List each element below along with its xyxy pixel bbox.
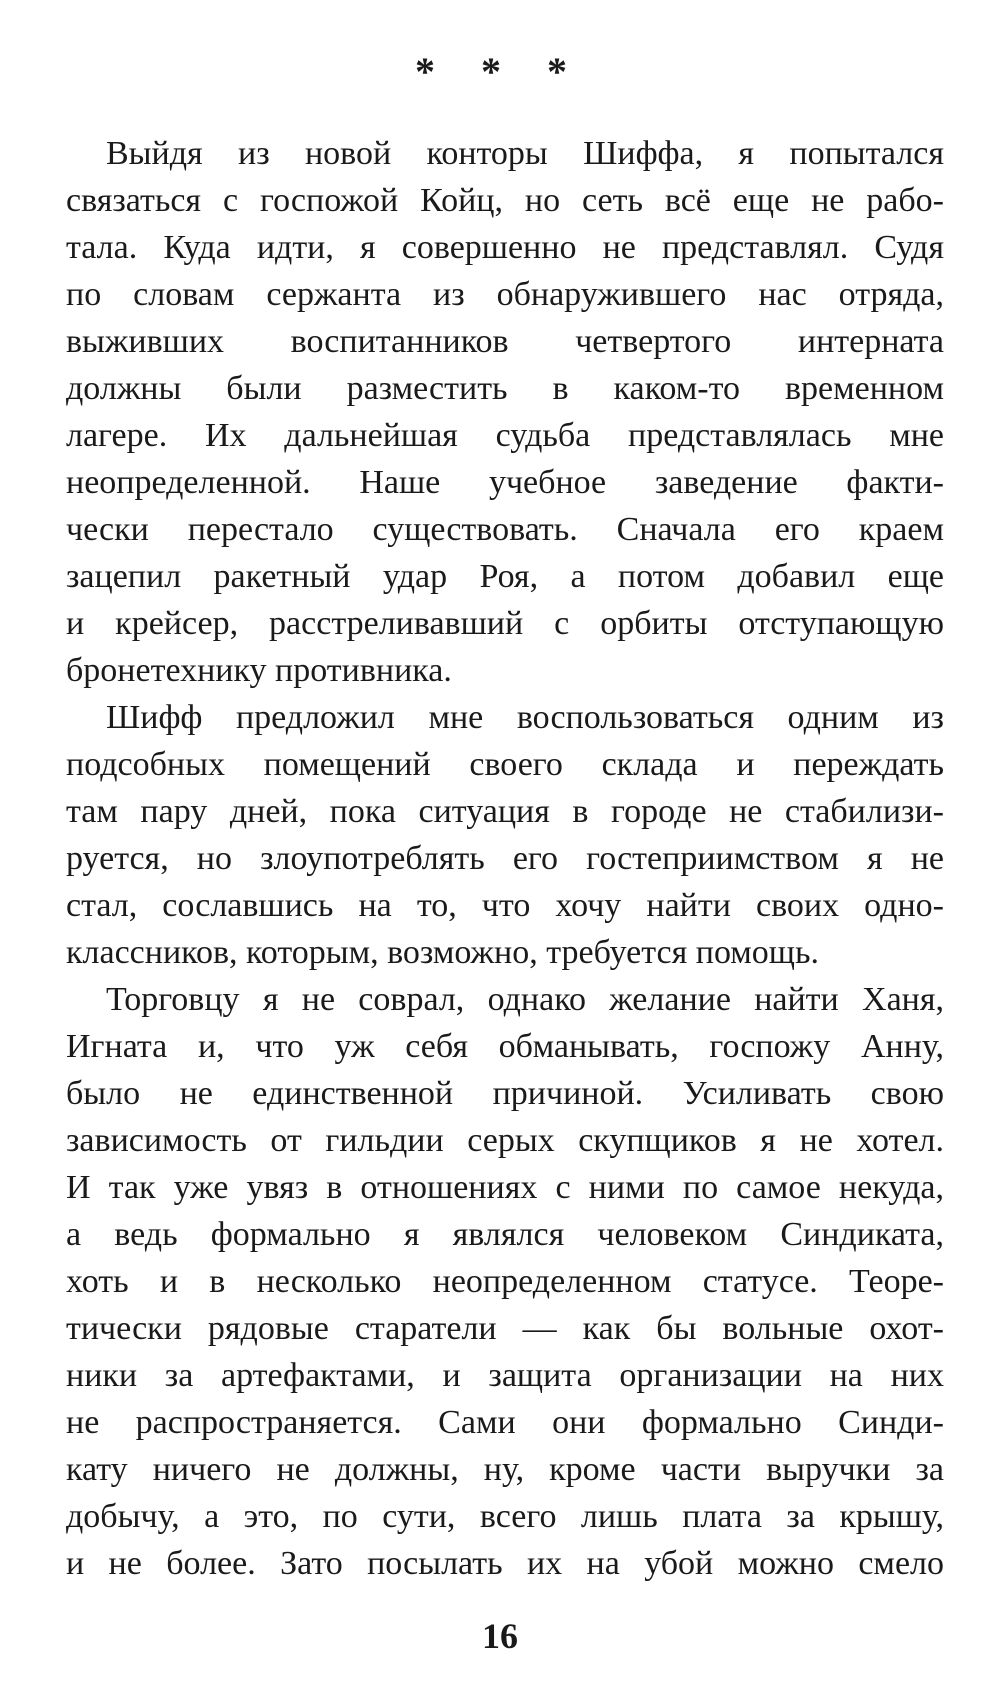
text-line: было не единственной причиной. Усиливать свою [66, 1075, 944, 1112]
text-line: И так уже увяз в отношениях с ними по самое некуда, [66, 1169, 944, 1206]
text-line: классников, которым, возможно, требуется помощь. [66, 934, 819, 971]
text-line: по словам сержанта из обнаружившего нас отряда, [66, 276, 944, 313]
text-line: бронетехнику противника. [66, 652, 452, 689]
text-line: а ведь формально я являлся человеком Синдиката, [66, 1216, 944, 1253]
text-line: и крейсер, расстреливавший с орбиты отступающую [66, 605, 944, 642]
text-line: добычу, а это, по сути, всего лишь плата за крышу, [66, 1498, 944, 1535]
text-line: неопределенной. Наше учебное заведение факти- [66, 464, 944, 501]
text-line: должны были разместить в каком-то временном [66, 370, 944, 407]
text-line: кату ничего не должны, ну, кроме части выручки за [66, 1451, 944, 1488]
text-line: тически рядовые старатели — как бы вольные охот- [66, 1310, 944, 1347]
text-line: чески перестало существовать. Сначала его краем [66, 511, 944, 548]
text-line: зависимость от гильдии серых скупщиков я не хотел. [66, 1122, 944, 1159]
text-line: Торговцу я не соврал, однако желание найти Ханя, [106, 981, 944, 1018]
page-number: 16 [482, 1616, 518, 1656]
text-line: Выйдя из новой конторы Шиффа, я попытался [106, 135, 944, 172]
text-line: хоть и в несколько неопределенном статусе. Теоре- [66, 1263, 944, 1300]
paragraph [66, 976, 944, 1587]
text-line: лагере. Их дальнейшая судьба представлялась мне [66, 417, 944, 454]
text-line: там пару дней, пока ситуация в городе не стабилизи- [66, 793, 944, 830]
text-line: и не более. Зато посылать их на убой можно смело [66, 1545, 944, 1582]
text-line: ники за артефактами, и защита организации на них [66, 1357, 944, 1394]
text-line: не распространяется. Сами они формально Синди- [66, 1404, 944, 1441]
text-line: выживших воспитанников четвертого интерната [66, 323, 944, 360]
text-line: Шифф предложил мне воспользоваться одним из [106, 699, 944, 736]
text-line: руется, но злоупотреблять его гостеприимством я не [66, 840, 944, 877]
section-separator: * * * [415, 49, 585, 94]
text-line: стал, сославшись на то, что хочу найти своих одно- [66, 887, 944, 924]
text-line: связаться с госпожой Койц, но сеть всё еще не рабо- [66, 182, 944, 219]
text-line: зацепил ракетный удар Роя, а потом добавил еще [66, 558, 944, 595]
text-line: тала. Куда идти, я совершенно не представлял. Судя [66, 229, 944, 266]
body-text [66, 130, 944, 1587]
text-line: Игната и, что уж себя обманывать, госпожу Анну, [66, 1028, 944, 1065]
paragraph [66, 694, 944, 976]
text-line: подсобных помещений своего склада и переждать [66, 746, 944, 783]
paragraph [66, 130, 944, 694]
